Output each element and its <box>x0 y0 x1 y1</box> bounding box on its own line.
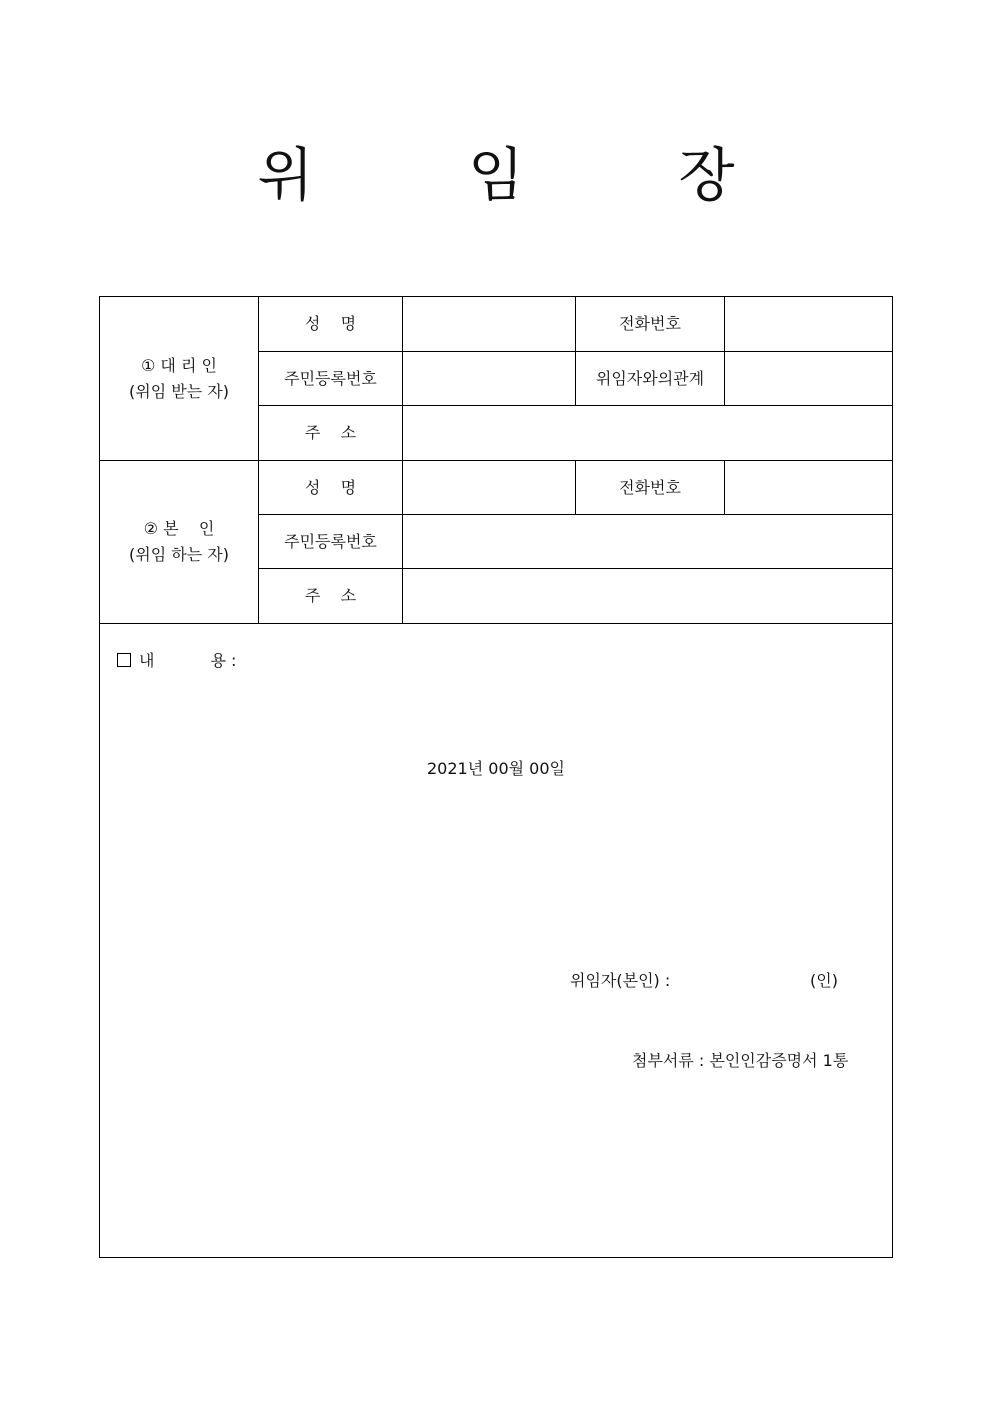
section-divider <box>99 623 892 624</box>
attachment-note: 첨부서류 : 본인인감증명서 1통 <box>632 1051 849 1070</box>
principal-name-label: 성 명 <box>304 477 357 497</box>
principal-name-field[interactable] <box>403 461 575 514</box>
agent-phone-field[interactable] <box>725 297 892 351</box>
delegator-signature-label: 위임자(본인) : <box>570 971 671 990</box>
content-label <box>117 648 236 671</box>
agent-relation-label: 위임자와의관계 <box>595 368 705 388</box>
seal-mark: (인) <box>810 971 838 990</box>
principal-address-field[interactable] <box>403 569 892 623</box>
content-label-b: 용 : <box>210 651 237 670</box>
agent-label-line2: (위임 받는 자) <box>129 381 229 401</box>
principal-label-line1: ② 본 인 <box>143 519 215 538</box>
document-date: 2021년 00월 00일 <box>427 759 565 778</box>
agent-label-line1: ① 대 리 인 <box>141 355 217 375</box>
principal-section-label <box>100 461 258 623</box>
agent-section-label <box>100 297 258 460</box>
agent-relation-field[interactable] <box>725 352 892 405</box>
content-label-a: 내 <box>139 651 155 670</box>
principal-rrn-field[interactable] <box>403 515 892 568</box>
agent-address-field[interactable] <box>403 406 892 460</box>
agent-phone-label: 전화번호 <box>619 314 681 333</box>
document-title: 위 임 장 <box>257 141 803 209</box>
principal-label-line2: (위임 하는 자) <box>129 545 229 564</box>
agent-name-label: 성 명 <box>304 314 357 333</box>
principal-phone-field[interactable] <box>725 461 892 514</box>
agent-rrn-field[interactable] <box>403 352 575 405</box>
agent-address-label: 주 소 <box>304 423 357 442</box>
principal-rrn-label: 주민등록번호 <box>284 531 377 551</box>
agent-rrn-label: 주민등록번호 <box>284 368 377 388</box>
principal-phone-label: 전화번호 <box>619 477 681 497</box>
agent-name-field[interactable] <box>403 297 575 351</box>
principal-address-label: 주 소 <box>304 586 357 605</box>
checkbox-icon[interactable] <box>117 653 131 667</box>
